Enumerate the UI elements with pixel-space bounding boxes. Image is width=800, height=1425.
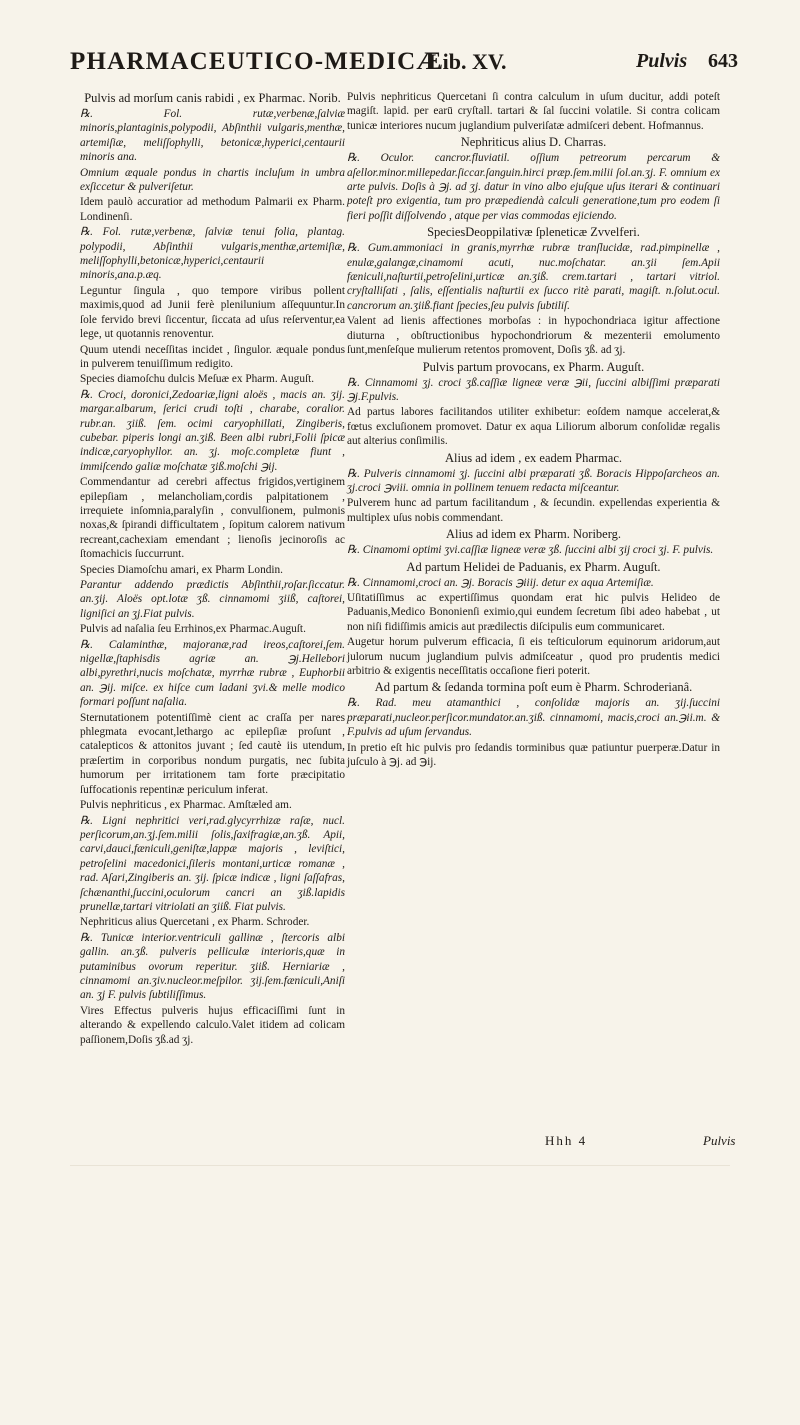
running-header <box>70 48 785 82</box>
body-paragraph: Sternutationem potentiſſimè cient ac craſſa per nares phlegmata evocant,lethargo ac epilepſiæ proſunt , catalepticos & attonitos juvant ; ſed cautè iis utendum, præſertim in corporibus nondum purgatis, nec ſubita humorum per irritationem tam forte præcipitatio ſuffocationis repentinæ periculum inferat. <box>80 711 345 796</box>
section-heading: Ad partum Helidei de Paduanis, ex Pharm. Auguſt. <box>406 559 661 574</box>
recipe-text: ℞. Cinnamomi,croci an. ℈j. Boracis ℈iiij. detur ex aqua Artemiſiæ. <box>347 576 654 589</box>
recipe-text: ℞. Rad. meu atamanthici , conſolidæ majoris an. ʒij.ſuccini præparati,nucleor.perſicor.mundator.an.ʒiß. cinnamomi, macis,croci an.℈ii.m. & F.pulvis ad uſum ſervandus. <box>347 697 720 739</box>
page-bottom-rule <box>70 1165 730 1166</box>
recipe-text: ℞. Calaminthæ, majoranæ,rad ireos,caſtorei,ſem. nigellæ,ſtaphisdis agriæ an. ℈j.Hellebori albi,pyrethri,nucis moſchatæ, myrrhæ rubræ , Euphorbii an. ℈ij. miſce. ex hiſce cum ladani ʒvi.& melle modico formari poſſunt naſalia. <box>80 638 345 709</box>
recipe-text: ℞. Cinnamomi ʒj. croci ʒß.caſſiæ ligneæ veræ ℈ii, ſuccini albiſſimi præparati ℈j.F.pulvis. <box>347 376 720 403</box>
section-heading: Ad partum & ſedanda tormina poſt eum è Pharm. Schroderianâ. <box>374 680 693 695</box>
section-heading: Pulvis ad morſum canis rabidi , ex Pharmac. Norib. <box>84 91 341 105</box>
body-paragraph: Augetur horum pulverum efficacia, ſi eis teſticulorum equinorum aridorum,aut julorum nucum juglandium pulvis admiſceatur , quod pro prudentis medici arbitrio & exigentis neceſſitatis occaſione fieri poterit. <box>347 636 720 677</box>
body-paragraph: Uſitatiſſimus ac expertiſſimus quondam erat hic pulvis Helideo de Paduanis,Medico Bononienſi eximio,qui eundem ſecretum ſibi adeo habebat , ut non niſi fidiſſimis amicis aut prædilectis diſcipulis eum communicaret. <box>347 591 720 633</box>
recipe-text: ℞. Pulveris cinnamomi ʒj. ſuccini albi præparati ʒß. Boracis Hippoſarcheos an. ʒj.croci ℈viii. omnia in pollinem tenuem redacta miſceantur. <box>347 467 720 494</box>
body-paragraph: Species diamoſchu dulcis Meſuæ ex Pharm. Auguſt. <box>80 373 315 386</box>
catchword: Pulvis <box>703 1133 736 1148</box>
recipe-text: Parantur addendo prædictis Abſinthii,roſar.ſiccatur. an.ʒij. Aloës opt.lotæ ʒß. cinnamomi ʒiiß, caſtorei, ligniſici an ʒj.Fiat pulvis. <box>80 579 345 620</box>
recipe-text: ℞. Ligni nephritici veri,rad.glycyrrhizæ raſæ, nucl. perſicorum,an.ʒj.ſem.milii ſolis,ſaxifragiæ,an.ʒß. Apii, carvi,dauci,fæniculi,geniſtæ,lappæ majoris , leviſtici, petroſelini macedonici,ſileris montani,urticæ romanæ , rad. Aſari,Zingiberis an. ʒij. ſpicæ indicæ , ligni ſaſſafras, ſchænanthi,ſuccini,oculorum cancri an ʒiß.lapidis prunellæ,tartari vitriolati an ʒiiß. Fiat pulvis. <box>80 814 345 913</box>
section-heading: Alius ad idem , ex eadem Pharmac. <box>444 450 623 465</box>
page-number: 643 <box>708 50 738 72</box>
body-paragraph: Valent ad lienis affectiones morboſas : in hypochondriaca igitur affectione diuturna , obſtructionibus hypochondriorum & mezenterii emolumento ſunt,menſeſque mulierum retentos promovent, Doſis ʒß. ad ʒj. <box>347 315 720 357</box>
body-paragraph: Nephriticus alius Quercetani , ex Pharm. Schroder. <box>80 916 310 929</box>
body-paragraph: In pretio eſt hic pulvis pro ſedandis torminibus quæ patiuntur puerperæ.Datur in juſculo à ℈j. ad ℈ij. <box>347 741 720 769</box>
recipe-text: ℞. Croci, doronici,Zedoariæ,ligni aloës , macis an. ʒij. margar.albarum, ſerici crudi toſti , charabe, coralior. rubr.an. ʒiiß. ſem. ocimi caryophillati, Zingiberis, cubebar. piperis longi an.ʒiß. Been albi rubri,Folii ſpicæ indicæ,caryophyllor. an. ʒj. moſc.completæ fiunt , immiſcendo galiæ moſchatæ ʒiß.moſchi ℈ij. <box>80 388 345 473</box>
signature-mark: Hhh 4 <box>545 1133 588 1148</box>
recipe-text: Omnium æquale pondus in chartis incluſum in umbra exſiccetur & pulveriſetur. <box>80 166 345 194</box>
section-heading: Pulvis partum provocans, ex Pharm. Auguſt. <box>422 359 645 374</box>
section-heading: Alius ad idem ex Pharm. Noriberg. <box>445 527 622 542</box>
body-paragraph: Pulvis nephriticus , ex Pharmac. Amſtæled am. <box>80 799 292 812</box>
running-title: PHARMACEUTICO-MEDICÆ <box>70 48 443 75</box>
section-title: Pulvis <box>636 50 688 72</box>
left-column <box>80 90 345 1048</box>
body-paragraph: Idem paulò accuratior ad methodum Palmarii ex Pharm. Londinenſi. <box>80 196 345 223</box>
body-paragraph: Leguntur ſingula , quo tempore viribus pollent maximis,quod ad Junii ferè plenilunium aſſequuntur.In ſole fervido brevi ſiccentur, ſiccata ad uſus reſerventur,ea lege, ut quotannis renoventur. <box>80 284 345 341</box>
section-heading: Nephriticus alius D. Charras. <box>460 135 607 150</box>
recipe-text: ℞. Tunicæ interior.ventriculi gallinæ , ſtercoris albi gallin. an.ʒß. pulveris pelliculæ interioris,quæ in putaminibus ovorum reperitur. ʒiiß. Herniariæ , cinnamomi an.ʒiv.nucleor.meſpilor. ʒij.ſem.fæniculi,Aniſi an. ʒj F. pulvis ſubtiliſſimus. <box>80 931 345 1002</box>
recipe-text: ℞. Gum.ammoniaci in granis,myrrhæ rubræ tranſlucidæ, rad.pimpinellæ , enulæ,galangæ,cinamomi acuti, nuc.moſchatar. an.ʒii ſem.Apii fæniculi,naſturtii,petroſelini,urticæ an.ʒiß. crem.tartari , tartari vitriol. cryſtalliſati , ſalis, eſſentialis naſturtii ex ſucco ritè parati, magiſt. n.ſolut.ocul. cancrorum an.ʒiiß.fiant ſpecies,ſeu pulvis ſubtiliſ. <box>347 242 720 312</box>
body-paragraph: Ad partus labores facilitandos utiliter exhibetur: eoſdem namque accelerat,& fœtus excluſionem promovet. Datur ex aqua Liliorum alborum conſolidæ regalis aut alterius conſimilis. <box>347 406 720 448</box>
body-paragraph: Pulvis ad naſalia ſeu Errhinos,ex Pharmac.Auguſt. <box>80 623 306 636</box>
recipe-text: ℞. Oculor. cancror.fluviatil. oſſium petreorum percarum & aſellor.minor.millepedar.ſiccar.ſanguin.hirci præp.ſem.milii ſol.an.ʒj. F. omnium ex arte pulvis. Doſis à ℈j. ad ʒj. datur in vino albo ejuſque uſus iterari & continuari poteſt pro exigentia, tum pro præpediendà calculi generatione,tum pro eodem ſi fieri poſſit diſſolvendo , atque per vias commodas ejiciendo. <box>347 152 720 222</box>
section-heading: SpeciesDeoppilativæ ſpleneticæ Zvvelferi. <box>427 225 640 240</box>
book-number: Lib. XV. <box>428 49 507 74</box>
recipe-text: ℞. Fol. rutæ,verbenæ, ſalviæ tenui folia, plantag. polypodii, Abſinthii vulgaris,menthæ,artemiſiæ, meliſſophylli,betonicæ,hyperici,centaurii minoris,ana.p.æq. <box>80 226 345 282</box>
recipe-text: ℞. Cinamomi optimi ʒvi.caſſiæ ligneæ veræ ʒß. ſuccini albi ʒij croci ʒj. F. pulvis. <box>347 544 714 557</box>
right-column <box>347 90 720 770</box>
body-paragraph: Pulvis nephriticus Quercetani ſi contra calculum in uſum ducitur, addi poteſt magiſt. lapid. per earū cryſtall. tartari & ſal ſuccini volatile. Si contra colicam tunicæ interiores nucum juglandium pulveriſatæ admiſceri debent. Hofmannus. <box>347 91 720 132</box>
body-paragraph: Commendantur ad cerebri affectus frigidos,vertiginem epilepſiam , melancholiam,cordis palpitationem , irrequiete inſomnia,paralyſin , convulſionem, pulmonis noxas,& ſpirandi difficultatem , ſopitum calorem nativum recreant,cachexiam emendant ; lienoſis jecinoroſis ac ſtomachicis ſuccurrunt. <box>80 476 345 561</box>
body-paragraph: Pulverem hunc ad partum facilitandum , & ſecundin. expellendas experientia & multiplex uſus nobis commendant. <box>347 497 720 524</box>
recipe-text: ℞. Fol. rutæ,verbenæ,ſalviæ minoris,plantaginis,polypodii, Abſinthii vulgaris,menthæ, artemiſiæ, meliſſophylli, betonicæ,hyperici,centaurii minoris ana. <box>80 108 345 164</box>
body-paragraph: Quum utendi neceſſitas incidet , ſingulor. æquale pondus in pulverem tenuiſſimum redigito. <box>80 343 345 370</box>
body-paragraph: Species Diamoſchu amari, ex Pharm Londin. <box>80 563 283 576</box>
body-paragraph: Vires Effectus pulveris hujus efficaciſſimi ſunt in alterando & expellendo calculo.Valet itidem ad colicam paſſionem,Doſis ʒß.ad ʒj. <box>80 1004 345 1046</box>
